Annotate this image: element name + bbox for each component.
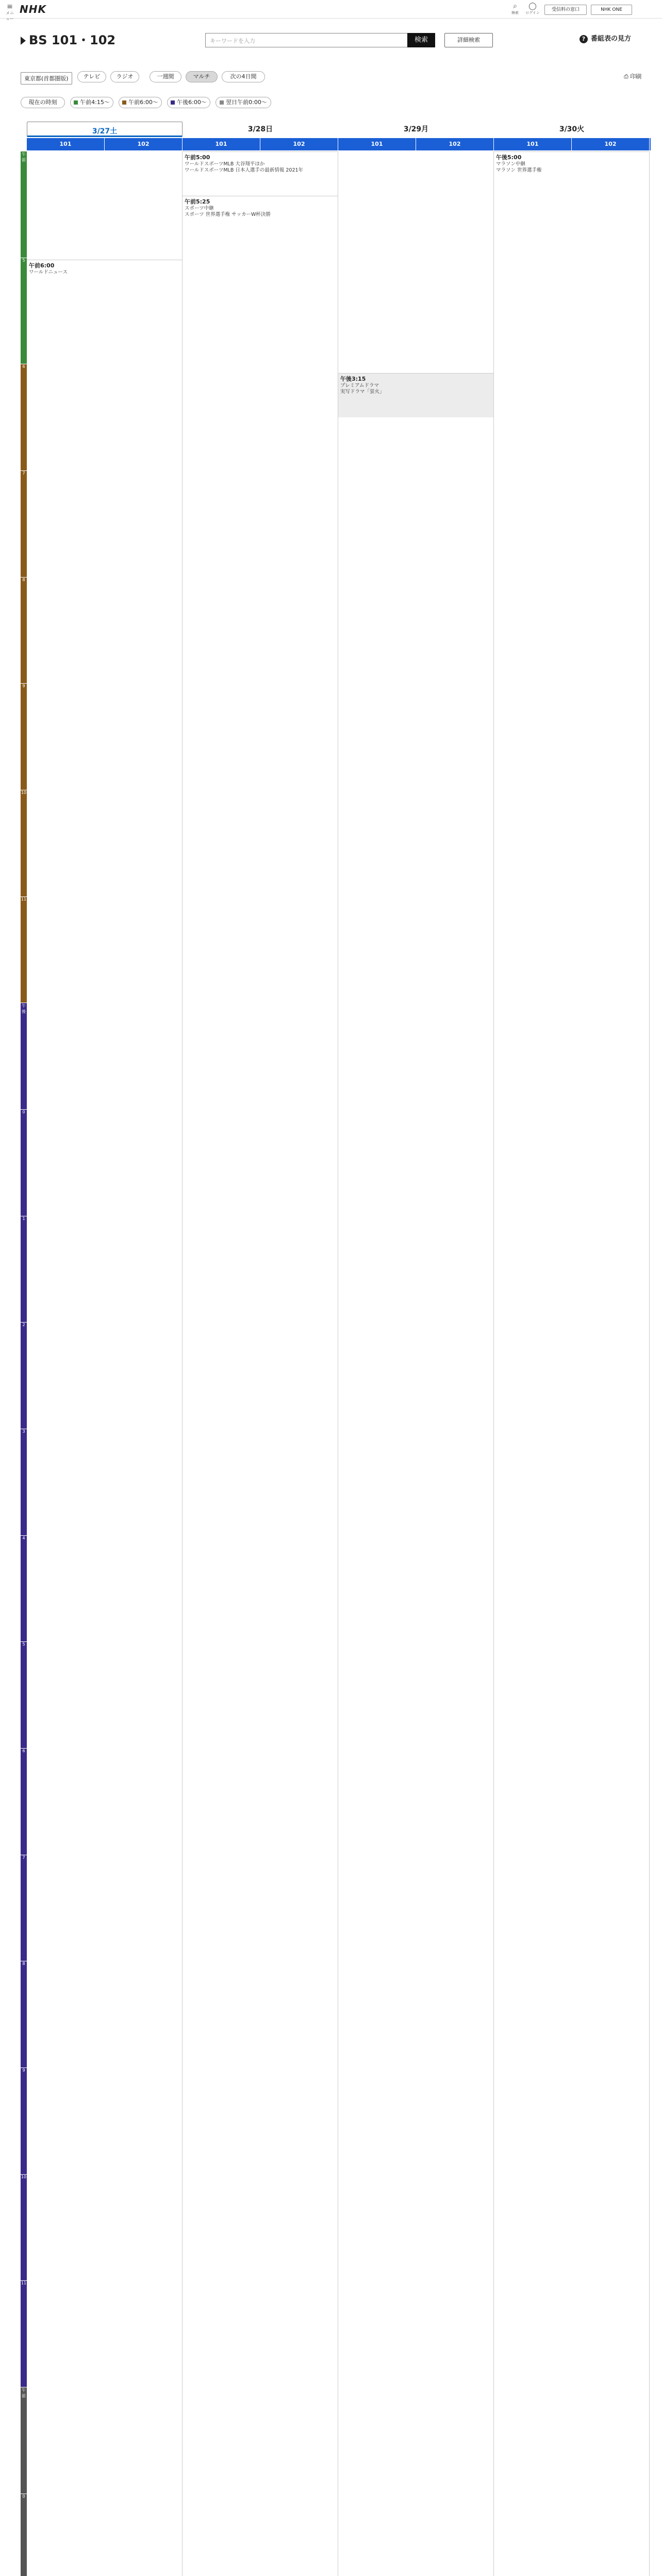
day-column bbox=[494, 151, 650, 2576]
time-1800-button[interactable]: 午後6:00〜 bbox=[167, 97, 210, 108]
day-tabs bbox=[21, 122, 651, 137]
hour-column bbox=[21, 151, 27, 2576]
detail-search-button[interactable]: 詳細検索 bbox=[444, 33, 493, 47]
program-time: 午後5:00 bbox=[496, 154, 522, 161]
time-now-button[interactable]: 現在の時刻 bbox=[21, 97, 65, 108]
channel-label: 101 bbox=[27, 138, 105, 150]
login-button[interactable]: 受信料の窓口 bbox=[544, 5, 587, 15]
program-desc: ワールドスポーツMLB 日本人選手の最新情報 2021年 bbox=[185, 167, 304, 173]
hour-label: 1 bbox=[21, 1216, 27, 1323]
program-desc: スポーツ 世界選手権 サッカーW杯決勝 bbox=[185, 212, 271, 217]
day-column bbox=[338, 151, 494, 2576]
program-time: 午前5:00 bbox=[185, 154, 210, 161]
hour-label: 7 bbox=[21, 1855, 27, 1962]
channel-arrow-icon bbox=[21, 37, 26, 45]
time-0600-button[interactable]: 午前6:00〜 bbox=[119, 97, 162, 108]
hour-label: 10 bbox=[21, 2175, 27, 2281]
day-tab[interactable]: 3/27土 bbox=[27, 122, 183, 137]
program-time: 午後3:15 bbox=[340, 376, 366, 382]
hour-label: 9 bbox=[21, 2068, 27, 2175]
menu-button[interactable]: ≡ メニュー bbox=[4, 3, 15, 22]
hour-label: 4 bbox=[21, 1536, 27, 1642]
hour-label: 6 bbox=[21, 364, 27, 471]
print-button[interactable]: ⎙ 印刷 bbox=[624, 73, 642, 80]
hour-label: 8 bbox=[21, 1961, 27, 2068]
hour-label: 0 bbox=[21, 1110, 27, 1216]
filter-tv[interactable]: テレビ bbox=[77, 71, 106, 82]
hour-label: 9 bbox=[21, 684, 27, 790]
day-tab[interactable]: 3/28日 bbox=[247, 125, 273, 133]
time-0415-button[interactable]: 午前4:15〜 bbox=[70, 97, 113, 108]
program-cell[interactable] bbox=[338, 373, 493, 417]
channel-label: 102 bbox=[105, 138, 183, 150]
time-nextday-button[interactable]: 翌日午前0:00〜 bbox=[216, 97, 271, 108]
search-input[interactable]: キーワードを入力 bbox=[205, 33, 435, 47]
hour-label: 10 bbox=[21, 790, 27, 897]
channel-label: 102 bbox=[572, 138, 650, 150]
hour-label: 2 bbox=[21, 1323, 27, 1429]
menu-icon: ≡ bbox=[7, 3, 13, 11]
hour-label: 午前 bbox=[21, 2387, 27, 2494]
printer-icon: ⎙ bbox=[624, 73, 631, 80]
channel-label: 101 bbox=[494, 138, 572, 150]
account-button[interactable]: ◯ ログイン bbox=[525, 2, 540, 15]
region-select[interactable]: 東京都(首都圏版) bbox=[21, 72, 72, 84]
view-week[interactable]: 一週間 bbox=[150, 71, 181, 82]
program-title: ワールドニュース bbox=[29, 269, 68, 275]
hour-label: 0 bbox=[21, 2494, 27, 2576]
day-tab[interactable]: 3/29月 bbox=[403, 125, 429, 133]
channel-label: 102 bbox=[260, 138, 338, 150]
hour-label: 7 bbox=[21, 471, 27, 578]
program-cell[interactable] bbox=[494, 151, 649, 196]
help-link[interactable]: ? 番組表の見方 bbox=[580, 33, 631, 43]
program-time: 午前6:00 bbox=[29, 262, 55, 269]
program-title: マラソン中継 bbox=[496, 161, 526, 167]
channel-title: BS 101・102 bbox=[21, 30, 115, 48]
nhk-logo[interactable]: NHK bbox=[20, 3, 46, 15]
program-title: ワールドスポーツMLB 大谷翔平ほか bbox=[185, 161, 265, 167]
program-desc: マラソン 世界選手権 bbox=[496, 167, 542, 173]
day-column bbox=[27, 151, 183, 2576]
hour-label: 午後 bbox=[21, 1003, 27, 1110]
channel-label: 101 bbox=[338, 138, 416, 150]
view-multi[interactable]: マルチ bbox=[186, 71, 218, 82]
filter-radio[interactable]: ラジオ bbox=[110, 71, 139, 82]
channel-header-bar bbox=[27, 138, 651, 150]
hour-label: 8 bbox=[21, 578, 27, 684]
register-button[interactable]: NHK ONE bbox=[591, 5, 632, 15]
search-submit-button[interactable]: 検索 bbox=[407, 33, 435, 47]
hour-label: 6 bbox=[21, 1749, 27, 1855]
help-icon: ? bbox=[580, 35, 588, 43]
program-title: プレミアムドラマ bbox=[340, 383, 379, 388]
site-header bbox=[0, 0, 662, 19]
program-desc: 実写ドラマ「蛍火」 bbox=[340, 389, 385, 395]
user-icon: ◯ bbox=[528, 2, 537, 10]
hour-label: 5 bbox=[21, 258, 27, 365]
program-time: 午前5:25 bbox=[185, 198, 210, 205]
search-button[interactable]: ⌕ 検索 bbox=[507, 2, 523, 15]
program-cell[interactable] bbox=[27, 260, 182, 304]
program-cell[interactable] bbox=[183, 196, 338, 240]
channel-label: 101 bbox=[183, 138, 260, 150]
hour-label: 5 bbox=[21, 1642, 27, 1749]
hour-label: 11 bbox=[21, 897, 27, 1004]
search-icon: ⌕ bbox=[513, 2, 517, 10]
program-title: スポーツ中継 bbox=[185, 206, 214, 211]
program-cell[interactable] bbox=[183, 151, 338, 196]
day-tab[interactable]: 3/30火 bbox=[559, 125, 585, 133]
hour-label: 午前 bbox=[21, 151, 27, 258]
view-next4[interactable]: 次の4日間 bbox=[222, 71, 265, 82]
day-column bbox=[183, 151, 338, 2576]
channel-label: 102 bbox=[416, 138, 494, 150]
hour-label: 3 bbox=[21, 1429, 27, 1536]
hour-label: 11 bbox=[21, 2281, 27, 2387]
